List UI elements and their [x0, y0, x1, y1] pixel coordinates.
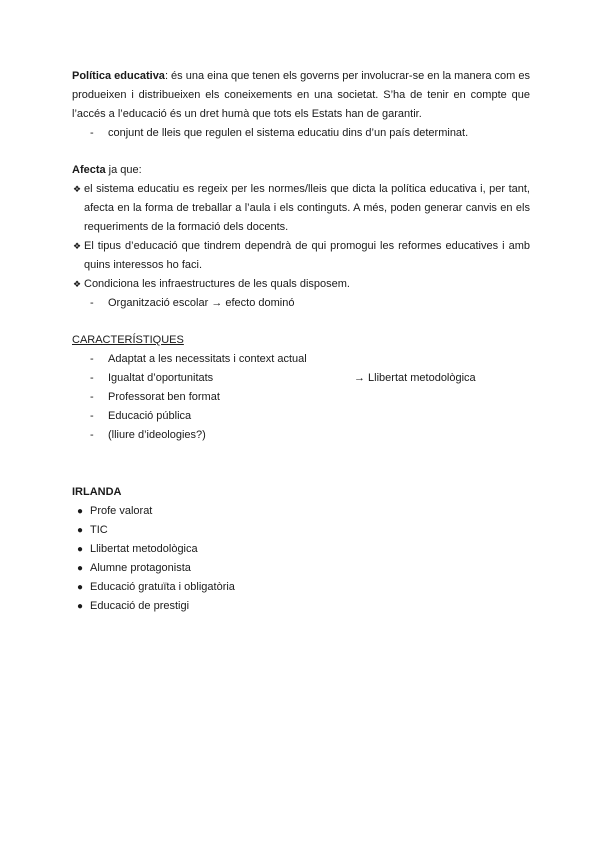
afecta-item — [72, 275, 530, 294]
irlanda-item — [72, 521, 530, 540]
irlanda-heading — [72, 483, 530, 502]
irlanda-item-text: Educació gratuïta i obligatòria — [90, 581, 235, 593]
politica-sub-item — [72, 124, 530, 143]
irlanda-item — [72, 540, 530, 559]
afecta-sub-item — [72, 294, 530, 313]
politica-term: Política educativa — [72, 70, 165, 82]
dash-marker: - — [90, 410, 94, 422]
caracteristiques-side-note: → Llibertat metodològica — [354, 372, 476, 384]
caracteristiques-item-text: Igualtat d’oportunitats — [108, 372, 214, 384]
caracteristiques-item — [72, 369, 530, 388]
afecta-item — [72, 237, 530, 275]
bullet-icon: ● — [77, 601, 84, 612]
afecta-sub-item-text: Organització escolar → efecto dominó — [108, 297, 295, 309]
irlanda-item-text: Llibertat metodològica — [90, 543, 198, 555]
afecta-item — [72, 180, 530, 237]
diamond-bullet-icon: ❖ — [73, 279, 82, 289]
afecta-rest: ja que: — [105, 164, 142, 176]
caracteristiques-item — [72, 350, 530, 369]
caracteristiques-item-text: Educació pública — [108, 410, 192, 422]
bullet-icon: ● — [77, 525, 84, 536]
caracteristiques-title: CARACTERÍSTIQUES — [72, 334, 184, 346]
politica-sub-item-text: conjunt de lleis que regulen el sistema educatiu dins d’un país determinat. — [108, 127, 469, 139]
diamond-bullet-icon: ❖ — [73, 241, 82, 251]
dash-marker: - — [90, 297, 94, 309]
dash-marker: - — [90, 391, 94, 403]
dash-marker: - — [90, 353, 94, 365]
caracteristiques-item — [72, 407, 530, 426]
irlanda-title: IRLANDA — [72, 486, 122, 498]
bullet-icon: ● — [77, 544, 84, 555]
caracteristiques-item — [72, 388, 530, 407]
caracteristiques-heading — [72, 331, 530, 350]
irlanda-item-text: Alumne protagonista — [90, 562, 191, 574]
dash-marker: - — [90, 429, 94, 441]
afecta-item-text: el sistema educatiu es regeix per les normes/lleis que dicta la política educativa i, per tant, afecta en la forma de treballar a l’aula i els continguts. A més, poden generar canvis en els requeriments de la formació dels docents. — [84, 183, 530, 233]
bullet-icon: ● — [77, 582, 84, 593]
afecta-heading — [72, 161, 530, 180]
irlanda-item — [72, 502, 530, 521]
politica-definition: : és una eina que tenen els governs per involucrar-se en la manera com es produeixen i distribueixen els coneixements en una societat. S’ha de tenir en compte que l’accés a l’educació és un dret humà que tots els Estats han de garantir. — [72, 70, 530, 120]
irlanda-item-text: TIC — [90, 524, 108, 536]
irlanda-item — [72, 578, 530, 597]
document-page — [72, 67, 530, 616]
irlanda-item — [72, 597, 530, 616]
caracteristiques-item-text: Professorat ben format — [108, 391, 220, 403]
irlanda-item-text: Educació de prestigi — [90, 600, 190, 612]
bullet-icon: ● — [77, 563, 84, 574]
bullet-icon: ● — [77, 506, 84, 517]
politica-paragraph — [72, 67, 530, 124]
caracteristiques-item-text: (lliure d’ideologies?) — [108, 429, 206, 441]
irlanda-item-text: Profe valorat — [90, 505, 153, 517]
dash-marker: - — [90, 127, 94, 139]
dash-marker: - — [90, 372, 94, 384]
caracteristiques-item — [72, 426, 530, 445]
afecta-item-text: Condiciona les infraestructures de les quals disposem. — [84, 278, 350, 290]
afecta-term: Afecta — [72, 164, 106, 176]
afecta-item-text: El tipus d’educació que tindrem dependrà de qui promogui les reformes educatives i amb quins interessos ho faci. — [84, 240, 530, 271]
diamond-bullet-icon: ❖ — [73, 184, 82, 194]
caracteristiques-item-text: Adaptat a les necessitats i context actual — [108, 353, 307, 365]
irlanda-item — [72, 559, 530, 578]
